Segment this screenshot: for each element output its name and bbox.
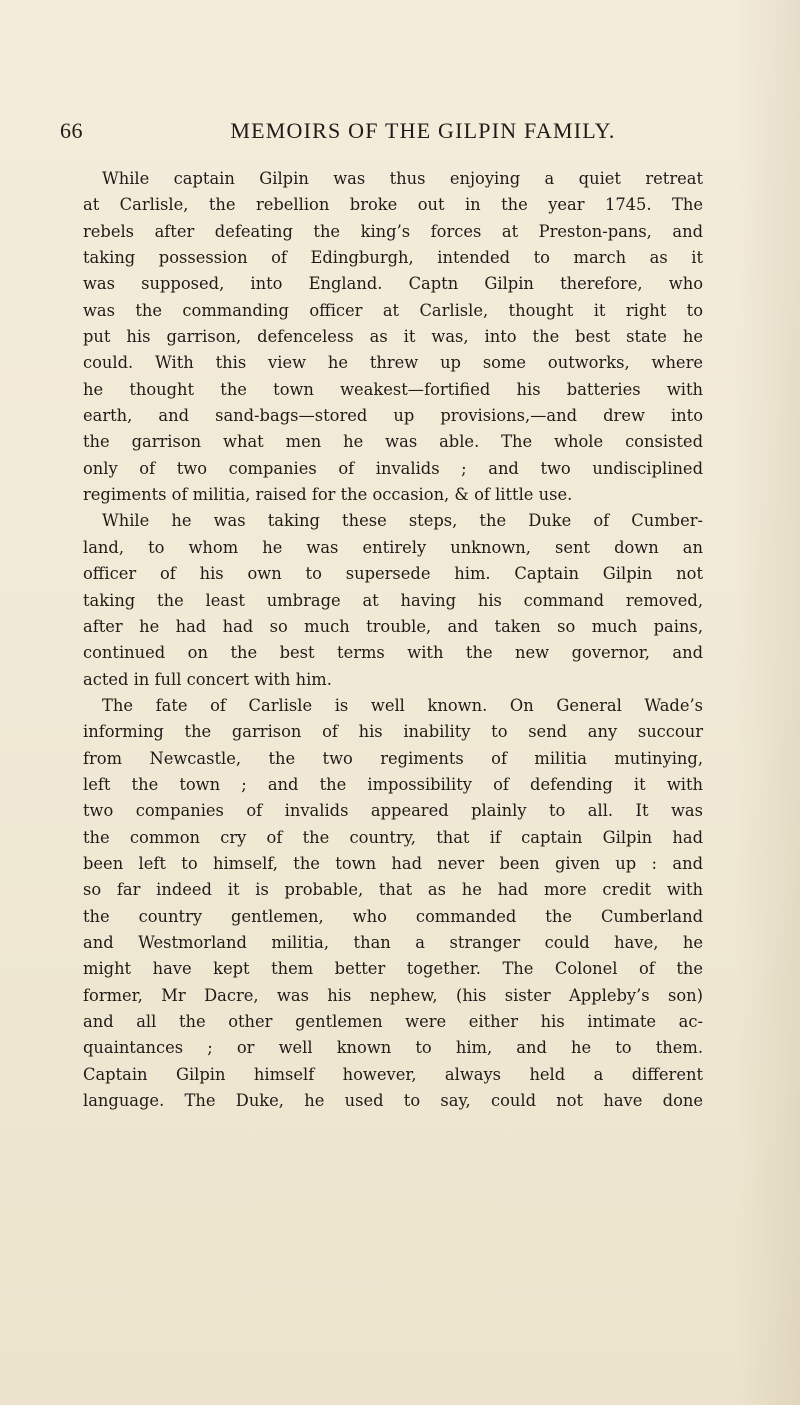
text-line: he thought the town weakest—fortified his batteries with xyxy=(83,379,703,399)
text-line: While captain Gilpin was thus enjoying a quiet retreat xyxy=(102,169,703,188)
text-line: Captain Gilpin himself however, always held a different xyxy=(83,1064,703,1084)
text-line: language. The Duke, he used to say, could not have done xyxy=(83,1091,703,1111)
text-line: the country gentlemen, who commanded the Cumberland xyxy=(83,906,703,926)
text-line: been left to himself, the town had never been given up : and xyxy=(83,853,703,873)
text-line: rebels after defeating the king’s forces at Preston-pans, and xyxy=(83,221,703,241)
text-line: only of two companies of invalids ; and two undisciplined xyxy=(83,458,703,478)
page-number: 66 xyxy=(60,118,83,143)
body-text xyxy=(83,166,703,1114)
text-line: and Westmorland militia, than a stranger could have, he xyxy=(83,932,703,952)
text-line: informing the garrison of his inability to send any succour xyxy=(83,722,703,742)
text-line: continued on the best terms with the new governor, and xyxy=(83,643,703,663)
text-line: the garrison what men he was able. The whole consisted xyxy=(83,432,703,452)
text-line: While he was taking these steps, the Duke of Cumber- xyxy=(102,511,703,531)
text-line: earth, and sand-bags—stored up provisions,—and drew into xyxy=(83,406,703,426)
text-line: the common cry of the country, that if captain Gilpin had xyxy=(83,827,703,847)
text-line: was supposed, into England. Captn Gilpin therefore, who xyxy=(83,274,703,294)
text-line: might have kept them better together. The Colonel of the xyxy=(83,959,703,979)
text-line: left the town ; and the impossibility of defending it with xyxy=(83,774,703,794)
text-line: was the commanding officer at Carlisle, thought it right to xyxy=(83,300,703,320)
running-head: MEMOIRS OF THE GILPIN FAMILY. xyxy=(230,118,616,143)
text-line: after he had had so much trouble, and taken so much pains, xyxy=(83,616,703,636)
text-line: two companies of invalids appeared plainly to all. It was xyxy=(83,801,703,821)
page-header xyxy=(60,118,760,148)
text-line: officer of his own to supersede him. Captain Gilpin not xyxy=(83,564,703,584)
text-line: and all the other gentlemen were either his intimate ac- xyxy=(83,1012,703,1031)
text-line: put his garrison, defenceless as it was, into the best state he xyxy=(83,327,703,347)
text-line: quaintances ; or well known to him, and he to them. xyxy=(83,1038,703,1058)
text-line: former, Mr Dacre, was his nephew, (his sister Appleby’s son) xyxy=(83,985,703,1005)
text-line: from Newcastle, the two regiments of militia mutinying, xyxy=(83,748,703,768)
text-line: regiments of militia, raised for the occasion, & of little use. xyxy=(83,485,573,505)
text-line: could. With this view he threw up some outworks, where xyxy=(83,353,703,373)
text-line: land, to whom he was entirely unknown, sent down an xyxy=(83,537,703,557)
text-line: acted in full concert with him. xyxy=(83,669,332,689)
text-line: The fate of Carlisle is well known. On General Wade’s xyxy=(102,695,703,715)
text-line: taking possession of Edingburgh, intended to march as it xyxy=(83,248,703,268)
text-line: taking the least umbrage at having his command removed, xyxy=(83,590,703,610)
text-line: at Carlisle, the rebellion broke out in the year 1745. The xyxy=(83,195,703,215)
text-line: so far indeed it is probable, that as he had more credit with xyxy=(83,880,703,900)
